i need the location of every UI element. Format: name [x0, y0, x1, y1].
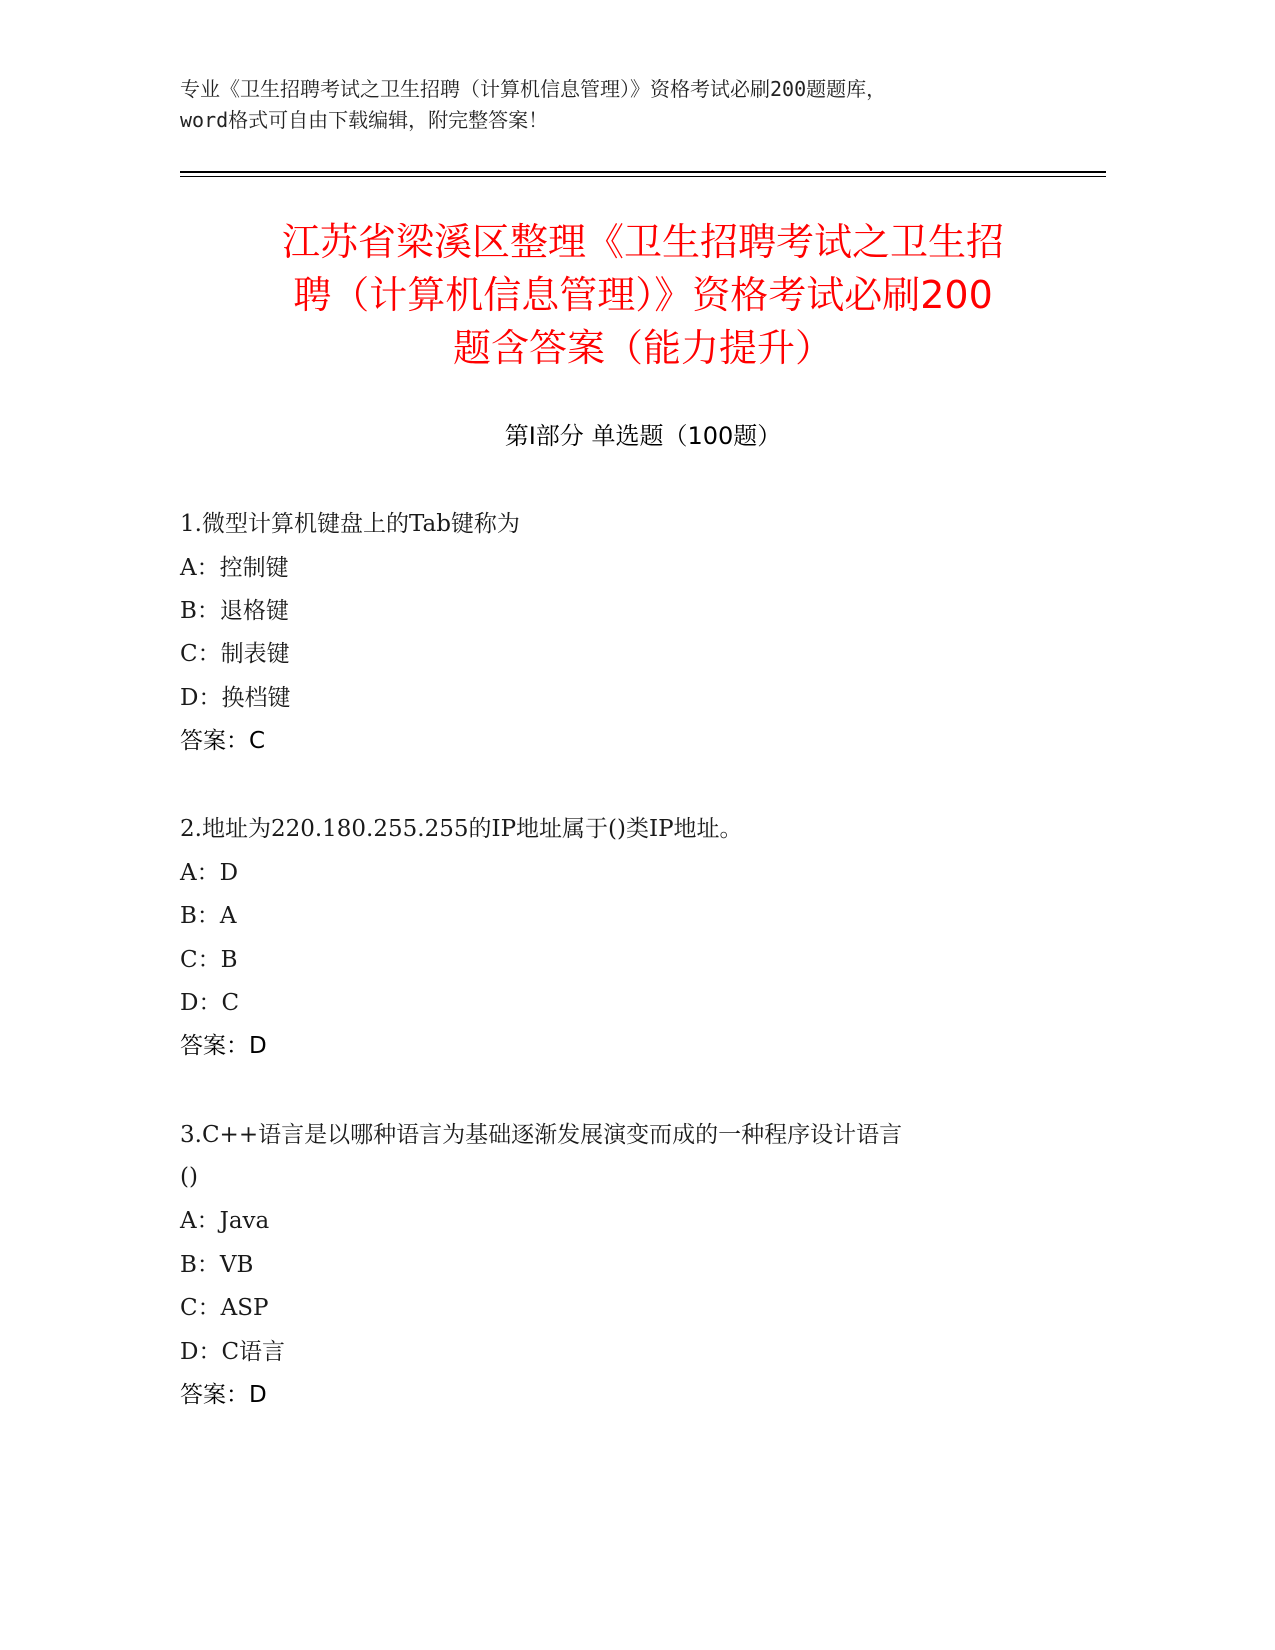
question-2-option-a: A：D [180, 860, 239, 886]
question-2-option-d: D：C [180, 990, 240, 1016]
question-2-answer: 答案：D [180, 1033, 267, 1059]
document-title-line-3: 题含答案（能力提升） [452, 326, 833, 370]
question-1-option-d: D：换档键 [180, 685, 291, 711]
question-3-option-d: D：C语言 [180, 1339, 286, 1365]
question-3-option-c: C：ASP [180, 1295, 269, 1321]
question-3-answer: 答案：D [180, 1382, 267, 1408]
question-2-stem: 2.地址为220.180.255.255的IP地址属于()类IP地址。 [180, 816, 743, 842]
header-divider-thick [180, 171, 1106, 173]
question-1-answer: 答案：C [180, 728, 266, 754]
document-title-line-2: 聘（计算机信息管理）》资格考试必刷200 [293, 273, 993, 317]
question-1-stem: 1.微型计算机键盘上的Tab键称为 [180, 511, 520, 537]
header-note-line-2: word格式可自由下载编辑，附完整答案！ [180, 108, 549, 132]
question-3-option-b: B：VB [180, 1252, 254, 1278]
header-divider-thin [180, 176, 1106, 177]
header-note [180, 74, 1080, 136]
question-3-stem: 3.C++语言是以哪种语言为基础逐渐发展演变而成的一种程序设计语言 [180, 1122, 903, 1148]
question-2-option-b: B：A [180, 903, 237, 929]
document-title [180, 216, 1106, 375]
question-3-stem-continued: () [180, 1164, 198, 1190]
question-2-option-c: C：B [180, 947, 238, 973]
question-1-option-b: B：退格键 [180, 598, 289, 624]
question-1-option-a: A：控制键 [180, 555, 289, 581]
section-heading: 第Ⅰ部分 单选题（100题） [504, 422, 782, 450]
question-3-option-a: A：Java [180, 1208, 270, 1234]
question-1-option-c: C：制表键 [180, 641, 290, 667]
document-title-line-1: 江苏省梁溪区整理《卫生招聘考试之卫生招 [281, 220, 1004, 264]
header-note-line-1: 专业《卫生招聘考试之卫生招聘（计算机信息管理）》资格考试必刷200题题库， [180, 77, 887, 101]
